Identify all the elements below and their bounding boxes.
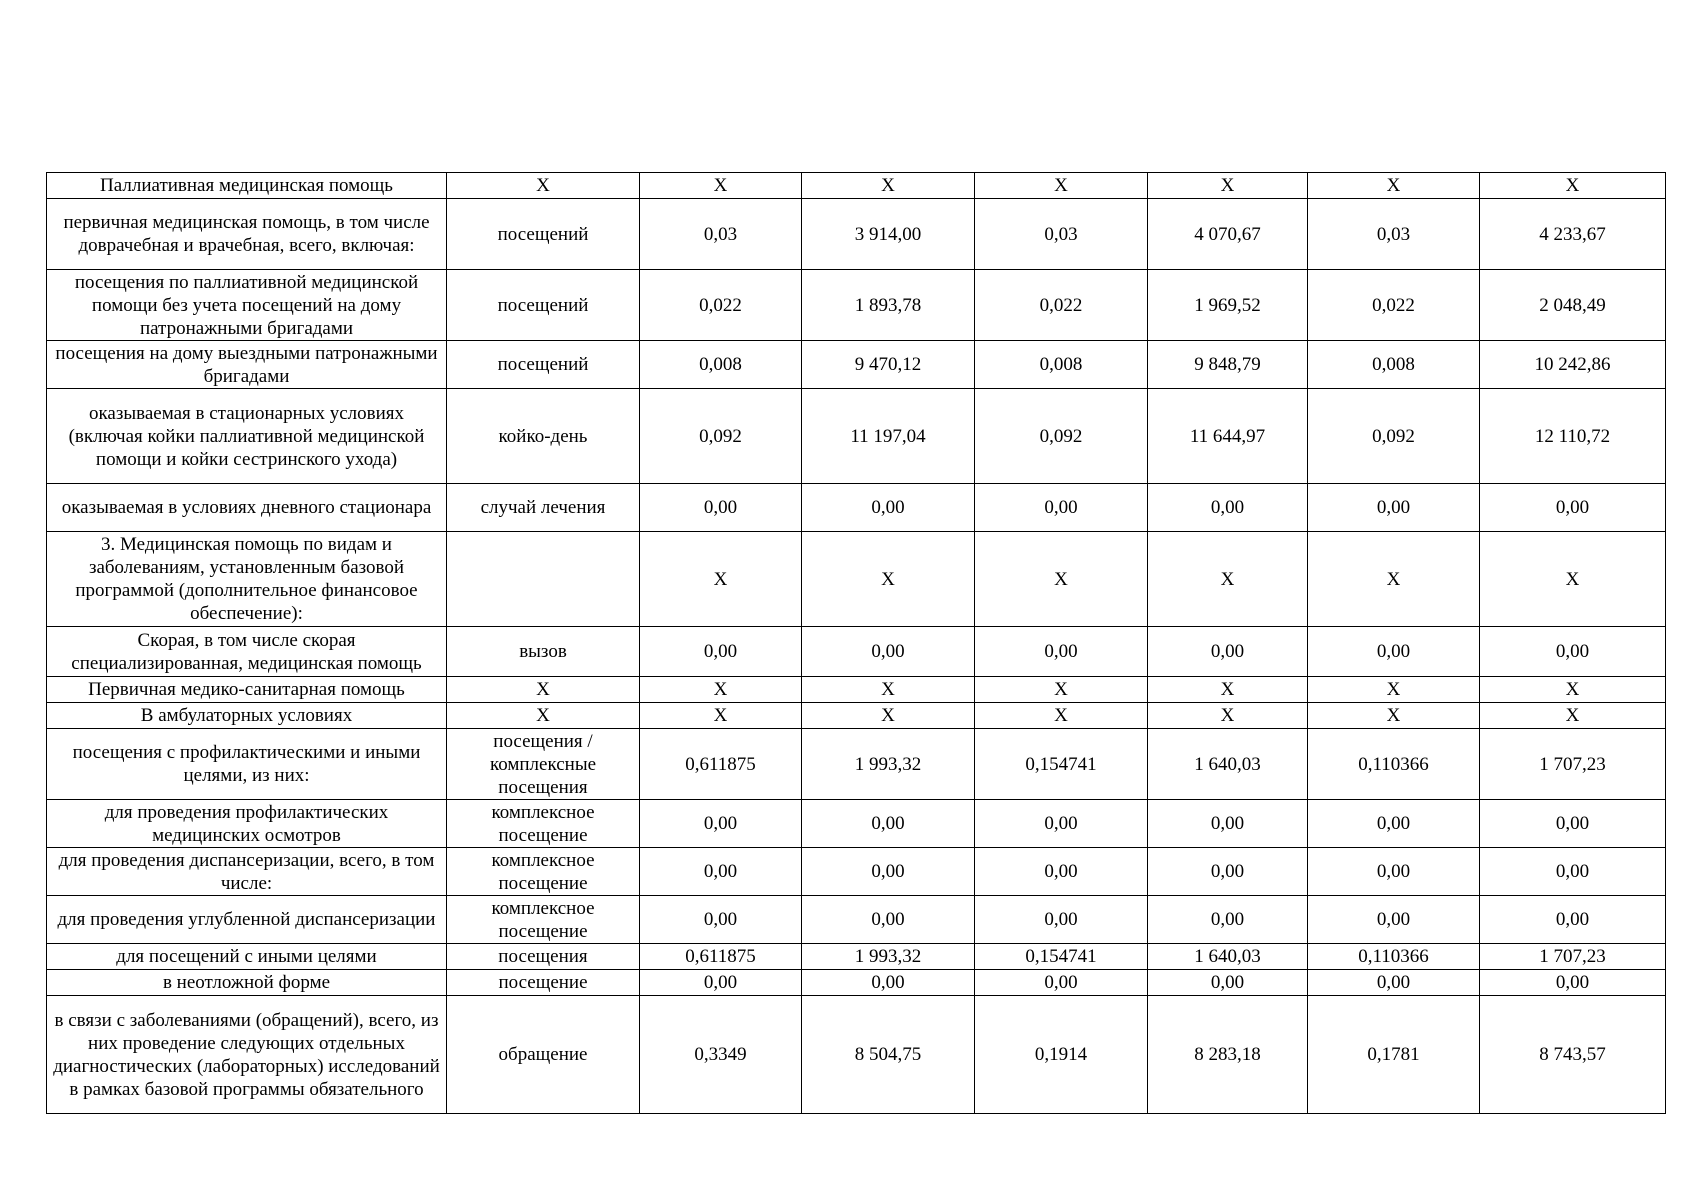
value-cell: 0,00	[975, 800, 1148, 848]
value-cell: 1 640,03	[1148, 729, 1308, 800]
row-name: в неотложной форме	[47, 970, 447, 996]
table-row	[47, 729, 1666, 800]
value-cell: 0,03	[1308, 199, 1480, 270]
value-cell: Х	[1148, 703, 1308, 729]
value-cell: 2 048,49	[1480, 270, 1666, 341]
value-cell: Х	[640, 173, 802, 199]
value-cell: 0,3349	[640, 996, 802, 1114]
value-cell: 0,110366	[1308, 729, 1480, 800]
row-name: посещения на дому выездными патронажными бригадами	[47, 341, 447, 389]
value-cell: Х	[1148, 677, 1308, 703]
value-cell: Х	[640, 677, 802, 703]
program-table	[46, 172, 1666, 1114]
value-cell: 8 283,18	[1148, 996, 1308, 1114]
value-cell: 0,00	[975, 627, 1148, 677]
value-cell: 0,00	[1308, 970, 1480, 996]
table-row	[47, 532, 1666, 627]
value-cell: 0,092	[640, 389, 802, 484]
value-cell: 0,00	[802, 484, 975, 532]
value-cell: 0,00	[1148, 800, 1308, 848]
row-name: Первичная медико-санитарная помощь	[47, 677, 447, 703]
table-row	[47, 800, 1666, 848]
value-cell: Х	[1480, 173, 1666, 199]
value-cell: Х	[1308, 532, 1480, 627]
row-name: для проведения диспансеризации, всего, в том числе:	[47, 848, 447, 896]
value-cell: Х	[1308, 677, 1480, 703]
value-cell: 1 993,32	[802, 944, 975, 970]
value-cell: 9 470,12	[802, 341, 975, 389]
value-cell: Х	[640, 532, 802, 627]
value-cell: 0,1914	[975, 996, 1148, 1114]
unit-cell: вызов	[447, 627, 640, 677]
value-cell: Х	[640, 703, 802, 729]
value-cell: 1 707,23	[1480, 729, 1666, 800]
value-cell: 0,00	[802, 896, 975, 944]
value-cell: 0,00	[640, 848, 802, 896]
unit-cell: койко-день	[447, 389, 640, 484]
value-cell: Х	[975, 532, 1148, 627]
table-row	[47, 896, 1666, 944]
value-cell: 0,00	[975, 848, 1148, 896]
unit-cell: посещения / комплексные посещения	[447, 729, 640, 800]
value-cell: 0,00	[1308, 627, 1480, 677]
table-row	[47, 627, 1666, 677]
value-cell: 0,00	[802, 627, 975, 677]
value-cell: 0,00	[1308, 848, 1480, 896]
value-cell: 0,154741	[975, 729, 1148, 800]
table-row	[47, 270, 1666, 341]
value-cell: 8 743,57	[1480, 996, 1666, 1114]
row-name: оказываемая в условиях дневного стационара	[47, 484, 447, 532]
value-cell: Х	[1148, 532, 1308, 627]
row-name: посещения по паллиативной медицинской помощи без учета посещений на дому патронажными бригадами	[47, 270, 447, 341]
value-cell: 0,611875	[640, 729, 802, 800]
value-cell: 0,00	[1308, 896, 1480, 944]
value-cell: Х	[802, 173, 975, 199]
row-name: 3. Медицинская помощь по видам и заболеваниям, установленным базовой программой (дополнительное финансовое обеспечение):	[47, 532, 447, 627]
value-cell: 0,1781	[1308, 996, 1480, 1114]
value-cell: 11 644,97	[1148, 389, 1308, 484]
value-cell: 0,00	[1148, 484, 1308, 532]
unit-cell: посещения	[447, 944, 640, 970]
value-cell: Х	[1148, 173, 1308, 199]
row-name: для проведения углубленной диспансеризации	[47, 896, 447, 944]
row-name: посещения с профилактическими и иными целями, из них:	[47, 729, 447, 800]
value-cell: 0,154741	[975, 944, 1148, 970]
value-cell: 0,00	[1480, 896, 1666, 944]
value-cell: 1 707,23	[1480, 944, 1666, 970]
value-cell: 9 848,79	[1148, 341, 1308, 389]
value-cell: Х	[1480, 677, 1666, 703]
value-cell: 0,00	[640, 484, 802, 532]
value-cell: 0,008	[640, 341, 802, 389]
value-cell: 0,00	[1148, 848, 1308, 896]
value-cell: 0,00	[1308, 800, 1480, 848]
value-cell: 1 893,78	[802, 270, 975, 341]
value-cell: 0,611875	[640, 944, 802, 970]
unit-cell: случай лечения	[447, 484, 640, 532]
value-cell: Х	[975, 703, 1148, 729]
value-cell: 0,00	[640, 627, 802, 677]
row-name: оказываемая в стационарных условиях (включая койки паллиативной медицинской помощи и койки сестринского ухода)	[47, 389, 447, 484]
value-cell: Х	[1480, 703, 1666, 729]
table-row	[47, 484, 1666, 532]
value-cell: Х	[802, 703, 975, 729]
unit-cell: Х	[447, 677, 640, 703]
value-cell: 0,00	[802, 848, 975, 896]
value-cell: 1 993,32	[802, 729, 975, 800]
unit-cell: Х	[447, 173, 640, 199]
value-cell: 0,008	[975, 341, 1148, 389]
value-cell: 4 233,67	[1480, 199, 1666, 270]
value-cell: 0,00	[1480, 800, 1666, 848]
value-cell: 0,00	[1308, 484, 1480, 532]
value-cell: 0,00	[802, 800, 975, 848]
row-name: Скорая, в том числе скорая специализированная, медицинская помощь	[47, 627, 447, 677]
value-cell: 0,022	[975, 270, 1148, 341]
value-cell: Х	[1308, 703, 1480, 729]
table-row	[47, 677, 1666, 703]
table-row	[47, 996, 1666, 1114]
unit-cell: посещений	[447, 199, 640, 270]
table-row	[47, 944, 1666, 970]
row-name: первичная медицинская помощь, в том числе доврачебная и врачебная, всего, включая:	[47, 199, 447, 270]
value-cell: Х	[975, 677, 1148, 703]
value-cell: Х	[975, 173, 1148, 199]
table-row	[47, 173, 1666, 199]
unit-cell: комплексное посещение	[447, 848, 640, 896]
value-cell: Х	[1480, 532, 1666, 627]
value-cell: 0,00	[1480, 848, 1666, 896]
value-cell: 4 070,67	[1148, 199, 1308, 270]
value-cell: 0,092	[975, 389, 1148, 484]
value-cell: Х	[802, 677, 975, 703]
unit-cell: комплексное посещение	[447, 896, 640, 944]
value-cell: Х	[1308, 173, 1480, 199]
table-row	[47, 389, 1666, 484]
unit-cell: Х	[447, 703, 640, 729]
value-cell: 0,008	[1308, 341, 1480, 389]
row-name: В амбулаторных условиях	[47, 703, 447, 729]
value-cell: 0,00	[802, 970, 975, 996]
table-row	[47, 199, 1666, 270]
value-cell: 0,00	[1148, 627, 1308, 677]
table-row	[47, 703, 1666, 729]
value-cell: 10 242,86	[1480, 341, 1666, 389]
row-name: для проведения профилактических медицинских осмотров	[47, 800, 447, 848]
unit-cell	[447, 532, 640, 627]
value-cell: 0,022	[1308, 270, 1480, 341]
row-name: в связи с заболеваниями (обращений), всего, из них проведение следующих отдельных диагностических (лабораторных) исследований в рамках базовой программы обязательного	[47, 996, 447, 1114]
value-cell: 0,00	[1480, 484, 1666, 532]
row-name: Паллиативная медицинская помощь	[47, 173, 447, 199]
value-cell: 11 197,04	[802, 389, 975, 484]
unit-cell: обращение	[447, 996, 640, 1114]
value-cell: 0,110366	[1308, 944, 1480, 970]
value-cell: 0,00	[975, 970, 1148, 996]
value-cell: 0,00	[640, 800, 802, 848]
row-name: для посещений с иными целями	[47, 944, 447, 970]
value-cell: 0,00	[1480, 627, 1666, 677]
value-cell: 0,00	[640, 896, 802, 944]
unit-cell: посещение	[447, 970, 640, 996]
value-cell: 0,00	[1148, 896, 1308, 944]
value-cell: 0,03	[975, 199, 1148, 270]
value-cell: 0,00	[975, 896, 1148, 944]
value-cell: 0,00	[640, 970, 802, 996]
value-cell: 0,00	[1148, 970, 1308, 996]
value-cell: 8 504,75	[802, 996, 975, 1114]
value-cell: 3 914,00	[802, 199, 975, 270]
value-cell: 0,03	[640, 199, 802, 270]
table-row	[47, 341, 1666, 389]
unit-cell: посещений	[447, 270, 640, 341]
value-cell: 0,092	[1308, 389, 1480, 484]
value-cell: 0,022	[640, 270, 802, 341]
value-cell: 1 969,52	[1148, 270, 1308, 341]
table-row	[47, 848, 1666, 896]
table-row	[47, 970, 1666, 996]
value-cell: Х	[802, 532, 975, 627]
value-cell: 1 640,03	[1148, 944, 1308, 970]
value-cell: 0,00	[1480, 970, 1666, 996]
value-cell: 0,00	[975, 484, 1148, 532]
unit-cell: комплексное посещение	[447, 800, 640, 848]
unit-cell: посещений	[447, 341, 640, 389]
value-cell: 12 110,72	[1480, 389, 1666, 484]
